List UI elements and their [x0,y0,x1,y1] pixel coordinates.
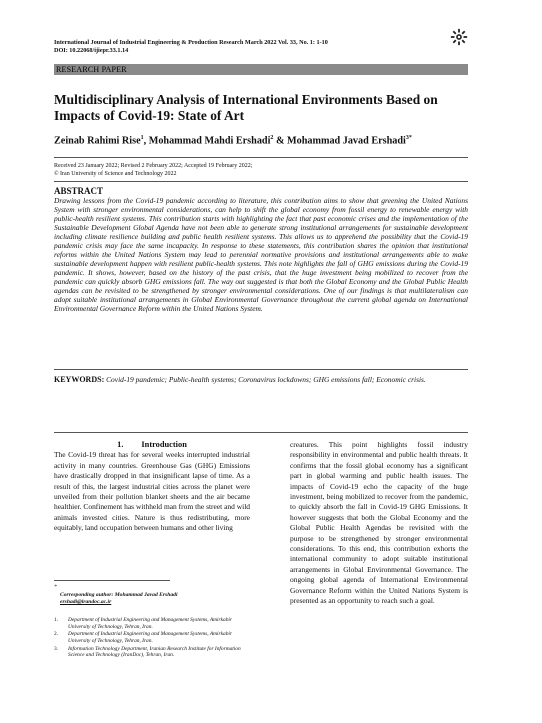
divider [54,369,468,370]
author-name: Mohammad Javad Ershadi [287,135,406,147]
keywords-label: KEYWORDS: [54,375,105,384]
section-number: 1. [117,440,124,449]
body-column-left [54,440,250,534]
journal-header [54,39,474,55]
author-affiliation-mark: 1 [140,135,144,141]
body-column-right [290,440,468,607]
author-separator: , [143,135,149,147]
affiliation-text: Department of Industrial Engineering and Management Systems, Amirkabir University of Technology, Tehran, Iran. [68,617,232,630]
abstract-text: Drawing lessons from the Covid-19 pandemic according to literature, this contribution aims to show that greening the United Nations System with stronger environmental considerations, can help to shift the global economy from fossil energy to renewable energy with public-health resilient systems. This contribution starts with highlighting the fact that past economic crises and the implementation of the Sustainable Development Global Agenda have not been able to generate strong institutional arrangements for sustainable development including climate resilience building and public health resilient systems. This allows us to apprehend the possibility that the Covid-19 pandemic crisis may face the same incapacity. In response to these statements, this contribution shares the opinion that institutional reforms within the United Nations System may lead to perennial normative provisions and institutional arrangements able to make sustainable development happen with resilient public-health systems. This note highlights the fall of GHG emissions during the Covid-19 pandemic. It shows, however, based on the history of the past crisis, that the huge investment being mobilized to recover from the pandemic can quickly absorb GHG emissions fall. The way out suggested is that both the Global Economy and the Global Public Health agendas can be revisited to be strengthened by stronger environmental considerations. One of our findings is that multilateralism can adopt suitable institutional arrangements in Global Environmental Governance throughout the current global agenda on International Environmental Governance Reform within the United Nations System. [54,196,468,314]
body-paragraph: creatures. This point highlights fossil industry responsibility in environmental and public health threats. It confirms that the fossil global economy has a significant part in global warming and public health issues. The impacts of Covid-19 echo the capacity of the huge investment, being mobilized to recover from the pandemic, to quickly absorb the fall in Covid-19 GHG Emissions. It however suggests that both the Global Economy and the Global Public Health Agendas be revisited with the purpose to be strengthened by stronger environmental considerations. To this end, this contribution exhorts the international community to adopt suitable institutional arrangements in Global Environmental Governance. The ongoing global agenda of International Environmental Governance Reform within the United Nations System is presented as an opportunity to reach such a goal. [290,440,468,606]
received-dates: Received 23 January 2022; Revised 2 February 2022; Accepted 19 February 2022; [54,163,253,169]
affiliation-number: 2. [54,631,59,638]
journal-seal-icon [450,28,468,46]
affiliation-item [54,631,250,644]
corresponding-label: Corresponding author: Mohammad Javad Ershadi [60,591,178,598]
section-title: Introduction [141,440,187,449]
copyright-line: © Iran University of Science and Technology 2022 [54,171,177,177]
corresponding-email-link[interactable]: ershadi@irandoc.ac.ir [60,599,112,605]
affiliation-item [54,617,250,630]
affiliation-number: 1. [54,617,59,623]
publication-dates [54,162,474,178]
keywords [54,375,468,385]
author-affiliation-mark: 3* [405,135,412,141]
author-separator: & [273,135,287,147]
abstract-heading: ABSTRACT [54,186,104,196]
keywords-list: Covid-19 pandemic; Public-health systems; Coronavirus lockdowns; GHG emissions fall; Economic crisis. [106,375,426,384]
corresponding-author [54,584,254,607]
paper-title: Multidisciplinary Analysis of International Environments Based on Impacts of Covid-19: State of Art [54,92,438,123]
author-name: Zeinab Rahimi Rise [54,135,141,147]
affiliation-number: 3. [54,645,59,652]
section-heading-introduction [54,440,250,450]
author-name: Mohammad Mahdi Ershadi [148,135,271,147]
section-label: RESEARCH PAPER [56,65,127,74]
author-affiliation-mark: 2 [270,135,274,141]
journal-citation: International Journal of Industrial Engineering & Production Research March 2022 Vol. 33, No. 1: 1-10 [54,39,328,46]
affiliation-text: Information Technology Department, Iranian Research Institute for Information Science and Technology (IranDoc), Tehran, Iran. [68,645,241,659]
divider [54,432,468,433]
author-list [54,135,474,146]
journal-doi: DOI: 10.22068/ijiepr.33.1.14 [54,47,129,54]
footnote-divider [54,580,170,581]
affiliations [54,617,250,660]
affiliation-text: Department of Industrial Engineering and Management Systems, Amirkabir University of Technology, Tehran, Iran. [68,631,232,644]
divider [54,181,468,182]
footnote-star: * [54,584,57,590]
body-paragraph: The Covid-19 threat has for several weeks interrupted industrial activity in many countries. Greenhouse Gas (GHG) Emissions have drastically dropped in that insignificant lapse of time. As a result of this, the largest industrial cities across the planet were unveiled from their pollution blanket sheets and the air became healthier. Confinement has withheld man from the street and wild animals invested cities. Nature is thus redistributing, more equitably, land occupation between humans and other living [54,450,250,533]
divider [54,157,468,158]
affiliation-item [54,646,250,659]
